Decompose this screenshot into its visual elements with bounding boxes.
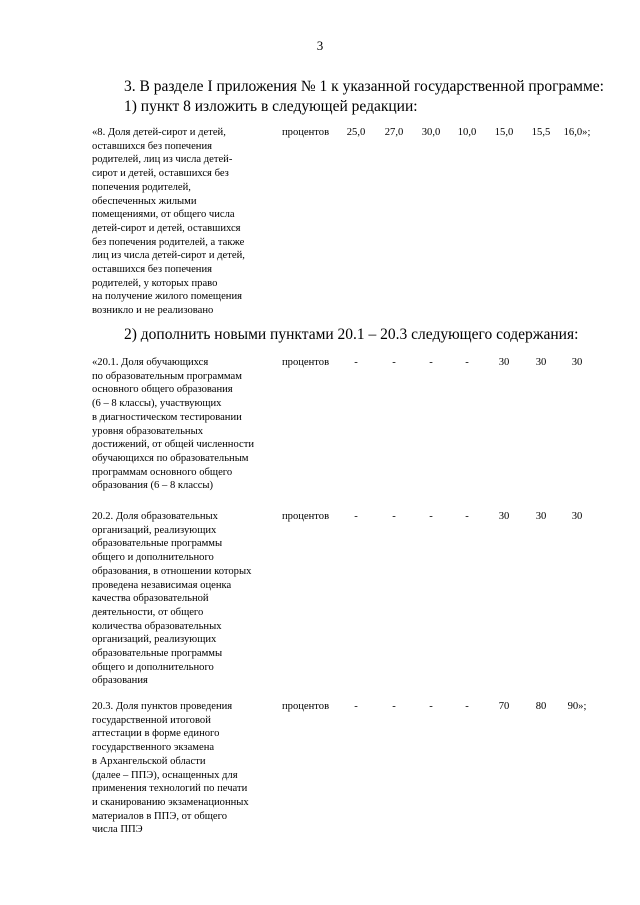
description-line: лиц из числа детей-сирот и детей, [92, 250, 245, 262]
description-line: материалов в ППЭ, от общего [92, 810, 227, 822]
description-line: помещениями, от общего числа [92, 209, 235, 221]
indicator-unit: процентов [282, 127, 330, 138]
section-heading: 3. В разделе I приложения № 1 к указанной государственной программе: [124, 78, 604, 95]
indicator-value: - [429, 357, 433, 368]
indicator-value: - [354, 511, 358, 522]
indicator-value: 30 [535, 357, 547, 368]
description-line: образовательные программы [92, 648, 223, 660]
description-line: проведена независимая оценка [92, 579, 232, 591]
description-line: попечения родителей, [92, 181, 191, 193]
indicator-value: 30 [498, 357, 510, 368]
description-line: образования (6 – 8 классы) [92, 480, 214, 492]
indicator-value: - [354, 701, 358, 712]
description-line: количества образовательных [92, 620, 222, 632]
description-line: (6 – 8 классы), участвующих [92, 398, 222, 410]
description-line: (далее – ППЭ), оснащенных для [92, 769, 238, 781]
indicator-value: - [429, 701, 433, 712]
description-line: обучающихся по образовательным [92, 452, 249, 464]
indicator-description [92, 356, 277, 493]
description-line: образования, в отношении которых [92, 565, 252, 577]
indicator-unit: процентов [282, 357, 330, 368]
description-line: и сканированию экзаменационных [92, 796, 249, 808]
description-line: на получение жилого помещения [92, 291, 242, 303]
indicator-value: - [354, 357, 358, 368]
description-line: аттестации в форме единого [92, 728, 220, 740]
description-line: образовательные программы [92, 538, 223, 550]
description-line: оставшихся без попечения [92, 140, 212, 152]
description-line: государственной итоговой [92, 714, 211, 726]
indicator-value: - [429, 511, 433, 522]
description-line: деятельности, от общего [92, 606, 204, 618]
indicator-value: - [392, 701, 396, 712]
indicator-description [92, 510, 277, 688]
indicator-value: 15,5 [531, 127, 551, 138]
indicator-value: 15,0 [494, 127, 514, 138]
indicator-value: 30 [498, 511, 510, 522]
description-line: качества образовательной [92, 593, 209, 605]
description-line: организаций, реализующих [92, 524, 217, 536]
description-line: в диагностическом тестировании [92, 411, 242, 423]
description-line: «20.1. Доля обучающихся [92, 357, 209, 368]
indicator-description [92, 700, 277, 837]
indicator-value: - [465, 511, 469, 522]
description-line: применения технологий по печати [92, 783, 248, 795]
description-line: сирот и детей, оставшихся без [92, 168, 229, 180]
description-line: общего и дополнительного [92, 661, 214, 673]
indicator-value: 30 [571, 357, 583, 368]
indicator-value: 16,0»; [563, 127, 591, 138]
indicator-value: 70 [498, 701, 510, 712]
indicator-value: - [392, 511, 396, 522]
page-number: 3 [316, 38, 324, 53]
indicator-description [92, 126, 277, 318]
description-line: достижений, от общей численности [92, 439, 255, 451]
indicator-unit: процентов [282, 511, 330, 522]
description-line: родителей, лиц из числа детей- [92, 154, 233, 166]
description-line: программам основного общего [92, 466, 233, 478]
indicator-value: 30 [571, 511, 583, 522]
indicator-value: 25,0 [346, 127, 366, 138]
indicator-value: - [465, 701, 469, 712]
indicator-value: 10,0 [457, 127, 477, 138]
description-line: организаций, реализующих [92, 634, 217, 646]
description-line: образования [92, 675, 148, 687]
description-line: государственного экзамена [92, 742, 215, 754]
description-line: общего и дополнительного [92, 552, 214, 564]
indicator-unit: процентов [282, 701, 330, 712]
description-line: 20.2. Доля образовательных [92, 511, 218, 522]
indicator-value: - [465, 357, 469, 368]
indicator-value: 30,0 [421, 127, 441, 138]
description-line: обеспеченных жилыми [92, 195, 197, 207]
description-line: уровня образовательных [92, 425, 204, 437]
sub-heading-paragraph-8: 1) пункт 8 изложить в следующей редакции: [124, 98, 418, 115]
indicator-value: 80 [535, 701, 547, 712]
description-line: 20.3. Доля пунктов проведения [92, 701, 233, 712]
indicator-value: 90»; [567, 701, 587, 712]
description-line: оставшихся без попечения [92, 264, 212, 276]
description-line: возникло и не реализовано [92, 305, 214, 317]
indicator-value: - [392, 357, 396, 368]
description-line: основного общего образования [92, 384, 233, 396]
description-line: детей-сирот и детей, оставшихся [92, 222, 241, 234]
description-line: в Архангельской области [92, 755, 206, 767]
description-line: родителей, у которых право [92, 277, 218, 289]
description-line: «8. Доля детей-сирот и детей, [92, 127, 226, 138]
indicator-value: 27,0 [384, 127, 404, 138]
description-line: без попечения родителей, а также [92, 236, 245, 248]
description-line: числа ППЭ [92, 824, 143, 836]
sub-heading-new-items: 2) дополнить новыми пунктами 20.1 – 20.3 следующего содержания: [124, 326, 579, 343]
description-line: по образовательным программам [92, 370, 242, 382]
indicator-value: 30 [535, 511, 547, 522]
